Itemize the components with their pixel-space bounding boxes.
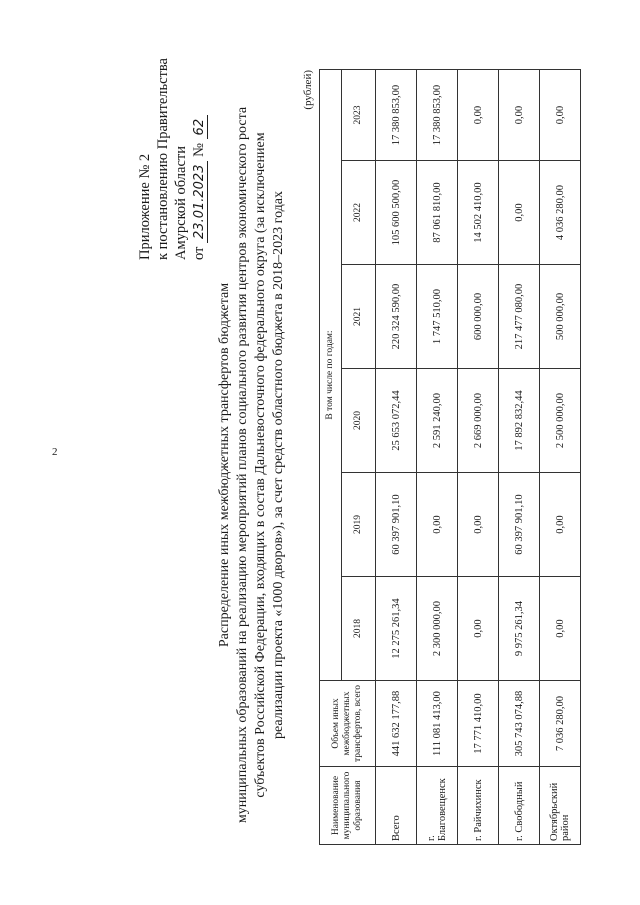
row-name: г. Райчихинск [458, 767, 499, 845]
row-value: 4 036 280,00 [540, 161, 581, 265]
appendix-line-1: Приложение № 2 [137, 153, 153, 260]
row-value: 9 975 261,34 [499, 577, 540, 681]
date-prefix: от [191, 246, 207, 260]
row-value: 2 591 240,00 [417, 369, 458, 473]
row-value: 17 380 853,00 [376, 70, 417, 161]
row-name: г. Свободный [499, 767, 540, 845]
table-row [458, 70, 499, 845]
row-value: 2 669 000,00 [458, 369, 499, 473]
header-total: Объем иных межбюджетных трансфертов, всего [320, 681, 376, 767]
table-row [499, 70, 540, 845]
row-value: 60 397 901,10 [376, 473, 417, 577]
row-value: 0,00 [458, 70, 499, 161]
row-name: Октябрьский район [540, 767, 581, 845]
row-value: 0,00 [458, 577, 499, 681]
row-total: 441 632 177,88 [376, 681, 417, 767]
row-total: 305 743 074,88 [499, 681, 540, 767]
appendix-header [136, 45, 208, 260]
header-year: 2019 [342, 473, 376, 577]
row-name: Всего [376, 767, 417, 845]
table-row [376, 70, 417, 845]
row-value: 14 502 410,00 [458, 161, 499, 265]
row-value: 60 397 901,10 [499, 473, 540, 577]
transfers-table [319, 69, 581, 845]
rotated-document-content [40, 40, 600, 870]
row-total: 17 771 410,00 [458, 681, 499, 767]
row-value: 1 747 510,00 [417, 265, 458, 369]
title-line-3: субъектов Российской Федерации, входящих в состав Дальневосточного федерального округа (за исключением [253, 132, 268, 798]
header-municipality: Наименование муниципального образования [320, 767, 376, 845]
appendix-line-3: Амурской области [173, 146, 189, 260]
row-value: 0,00 [499, 161, 540, 265]
row-value: 0,00 [540, 70, 581, 161]
appendix-line-2: к постановлению Правительства [155, 58, 171, 260]
row-value: 87 061 810,00 [417, 161, 458, 265]
row-value: 17 892 832,44 [499, 369, 540, 473]
row-value: 17 380 853,00 [417, 70, 458, 161]
header-year: 2023 [342, 70, 376, 161]
title-line-4: реализации проекта «1000 дворов»), за счет средств областного бюджета в 2018–2023 годах [271, 190, 286, 740]
row-value: 0,00 [540, 577, 581, 681]
title-line-1: Распределение иных межбюджетных трансфертов бюджетам [217, 282, 232, 648]
row-value: 600 000,00 [458, 265, 499, 369]
document-title [216, 100, 288, 830]
row-total: 111 081 413,00 [417, 681, 458, 767]
header-year: 2018 [342, 577, 376, 681]
row-value: 12 275 261,34 [376, 577, 417, 681]
row-value: 25 653 072,44 [376, 369, 417, 473]
row-value: 0,00 [540, 473, 581, 577]
table-row [540, 70, 581, 845]
row-value: 0,00 [458, 473, 499, 577]
header-year: 2022 [342, 161, 376, 265]
header-by-year: В том числе по годам: [320, 70, 342, 681]
table-row [417, 70, 458, 845]
row-value: 2 300 000,00 [417, 577, 458, 681]
row-value: 0,00 [499, 70, 540, 161]
units-label: (рублей) [302, 70, 314, 110]
row-value: 105 600 500,00 [376, 161, 417, 265]
row-value: 0,00 [417, 473, 458, 577]
handwritten-date: 23.01.2023 [192, 161, 208, 243]
number-label: № [191, 143, 207, 157]
row-value: 2 500 000,00 [540, 369, 581, 473]
handwritten-number: 62 [192, 115, 208, 140]
page-number: 2 [52, 446, 58, 458]
header-year: 2021 [342, 265, 376, 369]
row-value: 220 324 590,00 [376, 265, 417, 369]
row-name: г. Благовещенск [417, 767, 458, 845]
header-year: 2020 [342, 369, 376, 473]
row-value: 500 000,00 [540, 265, 581, 369]
row-value: 217 477 080,00 [499, 265, 540, 369]
appendix-date-line [190, 45, 208, 260]
row-total: 7 036 280,00 [540, 681, 581, 767]
title-line-2: муниципальных образований на реализацию мероприятий планов социального развития центров экономического роста [235, 106, 250, 824]
